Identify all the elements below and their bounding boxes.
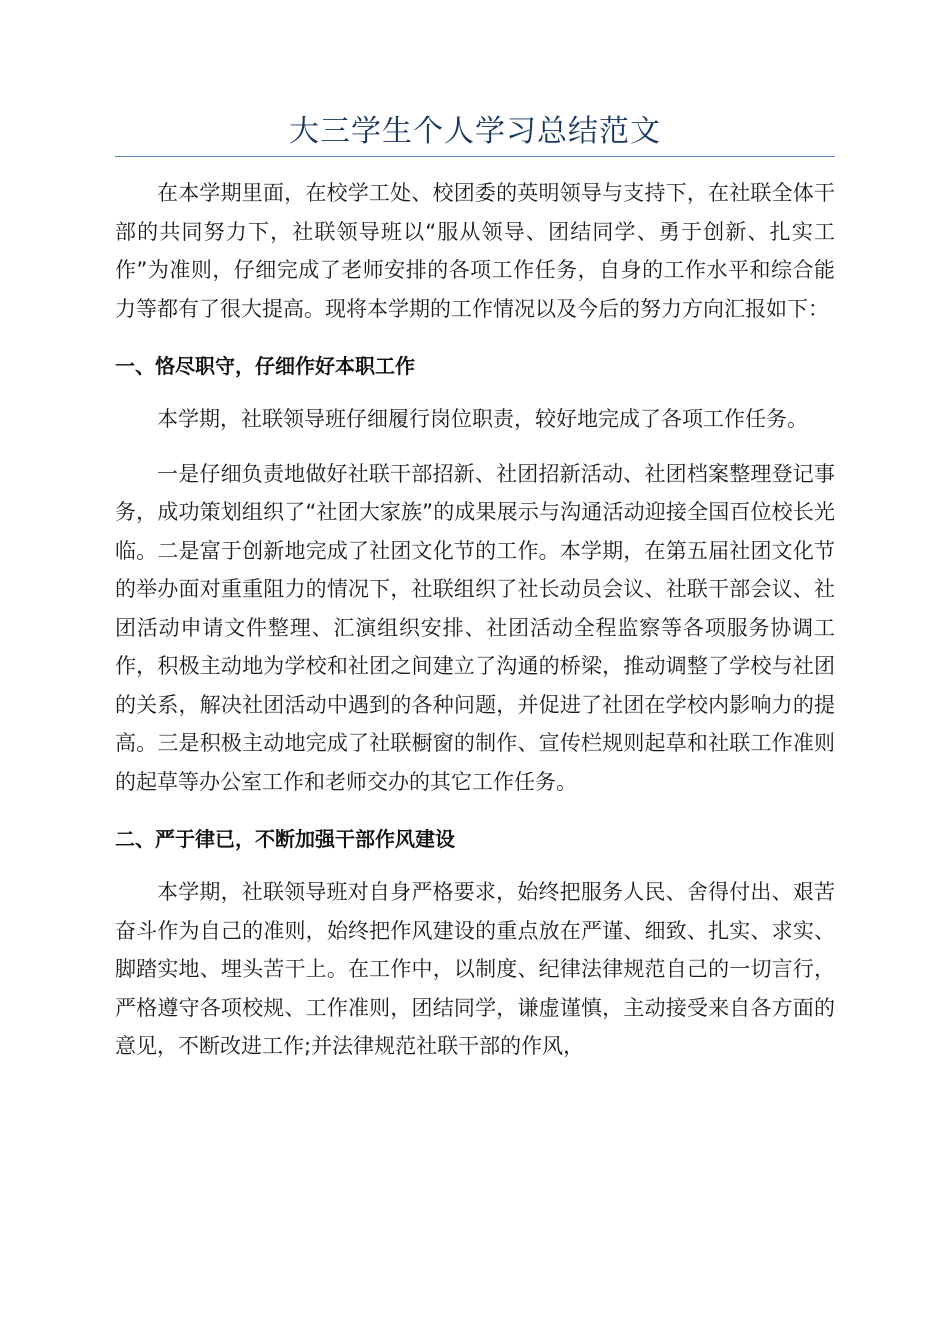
section-heading-1: 一、恪尽职守，仔细作好本职工作	[115, 354, 415, 378]
section-1-paragraph-2: 一是仔细负责地做好社联干部招新、社团招新活动、社团档案整理登记事务，成功策划组织了“社团大家族”的成果展示与沟通活动迎接全国百位校长光临。二是富于创新地完成了社团文化节的工作。本学期，在第五届社团文化节的举办面对重重阻力的情况下，社联组织了社长动员会议、社联干部会议、社团活动申请文件整理、汇演组织安排、社团活动全程监察等各项服务协调工作，积极主动地为学校和社团之间建立了沟通的桥梁，推动调整了学校与社团的关系，解决社团活动中遇到的各种问题，并促进了社团在学校内影响力的提高。三是积极主动地完成了社联橱窗的制作、宣传栏规则起草和社联工作准则的起草等办公室工作和老师交办的其它工作任务。	[115, 461, 835, 794]
document-body	[115, 174, 835, 1082]
title-block	[115, 108, 835, 157]
section-heading-2: 二、严于律已，不断加强干部作风建设	[115, 827, 455, 851]
intro-paragraph: 在本学期里面，在校学工处、校团委的英明领导与支持下，在社联全体干部的共同努力下，社联领导班以“服从领导、团结同学、勇于创新、扎实工作”为准则，仔细完成了老师安排的各项工作任务，自身的工作水平和综合能力等都有了很大提高。现将本学期的工作情况以及今后的努力方向汇报如下：	[115, 181, 835, 321]
section-2-paragraph-1: 本学期，社联领导班对自身严格要求，始终把服务人民、舍得付出、艰苦奋斗作为自己的准则，始终把作风建设的重点放在严谨、细致、扎实、求实、脚踏实地、埋头苦干上。在工作中，以制度、纪律法律规范自己的一切言行，严格遵守各项校规、工作准则，团结同学，谦虚谨慎，主动接受来自各方面的意见，不断改进工作;并法律规范社联干部的作风，	[115, 880, 835, 1058]
section-1-paragraph-1: 本学期，社联领导班仔细履行岗位职责，较好地完成了各项工作任务。	[157, 407, 808, 431]
page-title: 大三学生个人学习总结范文	[289, 114, 661, 149]
